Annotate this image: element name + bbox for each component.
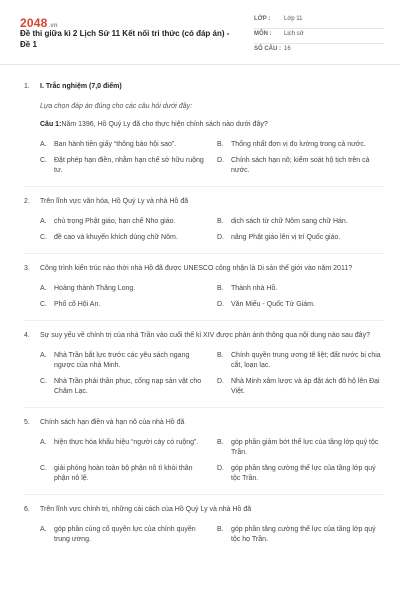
question-5 xyxy=(24,418,384,484)
option-letter: D. xyxy=(217,157,224,164)
option-c[interactable] xyxy=(40,156,207,176)
options xyxy=(40,140,384,176)
option-text: Nhà Trần bắt lực trước các yêu sách ngang ngược của nhà Minh. xyxy=(54,352,190,369)
question-prefix: Câu 1: xyxy=(40,121,62,128)
option-b[interactable] xyxy=(217,140,384,150)
question-1 xyxy=(24,82,384,176)
option-letter: A. xyxy=(40,141,47,148)
section-instruction: Lựa chọn đáp án đúng cho các câu hỏi dưới đây: xyxy=(40,103,193,110)
option-text: góp phần tăng cường thế lực của tầng lớp quý tộc họ Trần. xyxy=(231,526,376,543)
option-letter: A. xyxy=(40,218,47,225)
question-3 xyxy=(24,264,384,310)
option-d[interactable] xyxy=(217,156,384,176)
option-text: đề cao và khuyến khích dùng chữ Nôm. xyxy=(54,234,178,241)
option-b[interactable] xyxy=(217,351,384,371)
header xyxy=(0,0,400,65)
option-letter: B. xyxy=(217,439,224,446)
option-text: giải phóng hoàn toàn bộ phận nô tì khỏi thân phận nô lệ. xyxy=(54,465,193,482)
option-letter: B. xyxy=(217,285,224,292)
option-letter: D. xyxy=(217,378,224,385)
option-c[interactable] xyxy=(40,377,207,397)
option-text: Nhà Trần phải thần phục, cống nạp sản vật cho Chăm Lạc. xyxy=(54,378,202,395)
divider xyxy=(24,407,384,408)
option-letter: B. xyxy=(217,141,224,148)
option-letter: B. xyxy=(217,526,224,533)
option-letter: A. xyxy=(40,352,47,359)
option-c[interactable] xyxy=(40,300,207,310)
option-text: góp phần giảm bớt thế lực của tầng lớp quý tộc Trần. xyxy=(231,439,379,456)
option-letter: A. xyxy=(40,439,47,446)
option-b[interactable] xyxy=(217,525,384,545)
option-a[interactable] xyxy=(40,351,207,371)
document-title: Đề thi giữa kì 2 Lịch Sử 11 Kết nối tri thức (có đáp án) - Đề 1 xyxy=(20,29,230,49)
question-stem: Công trình kiến trúc nào thời nhà Hồ đã được UNESCO công nhận là Di sản thế giới vào năm 2011? xyxy=(40,265,353,272)
option-a[interactable] xyxy=(40,140,207,150)
question-list xyxy=(24,82,384,555)
option-letter: D. xyxy=(217,301,224,308)
question-stem: Chính sách hạn điền và hạn nô của nhà Hồ đã xyxy=(40,419,185,426)
option-text: Phố cổ Hội An. xyxy=(54,301,101,308)
option-d[interactable] xyxy=(217,377,384,397)
option-b[interactable] xyxy=(217,284,384,294)
option-text: Thành nhà Hồ. xyxy=(231,285,278,292)
meta-row-count xyxy=(254,44,384,58)
question-number: 4. xyxy=(24,332,30,339)
logo-domain: .vn xyxy=(48,23,58,29)
meta-label: LỚP : xyxy=(254,16,271,22)
meta-label: MÔN : xyxy=(254,31,272,37)
section-title: I. Trắc nghiệm (7,0 điểm) xyxy=(40,83,122,90)
option-b[interactable] xyxy=(217,438,384,458)
option-c[interactable] xyxy=(40,233,207,243)
option-letter: B. xyxy=(217,352,224,359)
options xyxy=(40,217,384,243)
option-letter: A. xyxy=(40,285,47,292)
option-letter: D. xyxy=(217,234,224,241)
question-4 xyxy=(24,331,384,397)
meta-panel xyxy=(254,14,384,58)
option-text: nâng Phật giáo lên vị trí Quốc giáo. xyxy=(231,234,341,241)
meta-value: Lớp 11 xyxy=(284,16,303,22)
option-text: hiện thực hóa khẩu hiệu “người cày có ruộng”. xyxy=(54,439,199,446)
question-number: 6. xyxy=(24,506,30,513)
meta-value: 16 xyxy=(284,46,291,52)
option-letter: B. xyxy=(217,218,224,225)
question-number: 2. xyxy=(24,198,30,205)
option-text: Chính quyền trung ương tê liệt; đất nước bị chia cắt, loạn lạc. xyxy=(231,352,381,369)
question-stem xyxy=(40,120,384,130)
option-a[interactable] xyxy=(40,438,207,458)
option-text: Ban hành tiền giấy “thông bảo hội sao”. xyxy=(54,141,177,148)
divider xyxy=(24,253,384,254)
options xyxy=(40,438,384,484)
option-letter: C. xyxy=(40,234,47,241)
option-letter: D. xyxy=(217,465,224,472)
option-text: Văn Miếu - Quốc Tử Giám. xyxy=(231,301,315,308)
option-text: Thống nhất đơn vị đo lường trong cả nước. xyxy=(231,141,366,148)
meta-value: Lịch sử xyxy=(284,31,304,37)
divider xyxy=(24,186,384,187)
meta-label: SỐ CÂU : xyxy=(254,46,281,52)
option-letter: C. xyxy=(40,301,47,308)
meta-row-class xyxy=(254,14,384,29)
option-text: Đặt phép hạn điền, nhằm hạn chế sở hữu ruộng tư. xyxy=(54,157,204,174)
question-6 xyxy=(24,505,384,545)
option-c[interactable] xyxy=(40,464,207,484)
option-text: Nhà Minh xâm lược và áp đặt ách đô hộ lên Đại Việt. xyxy=(231,378,380,395)
option-letter: C. xyxy=(40,378,47,385)
question-stem: Trên lĩnh vực chính trị, những cải cách của Hồ Quý Ly và nhà Hồ đã xyxy=(40,506,252,513)
question-2 xyxy=(24,197,384,243)
option-d[interactable] xyxy=(217,464,384,484)
option-b[interactable] xyxy=(217,217,384,227)
question-stem: Trên lĩnh vực văn hóa, Hồ Quý Ly và nhà Hồ đã xyxy=(40,198,189,205)
question-stem: Sự suy yếu về chính trị của nhà Trần vào cuối thế kỉ XIV được phản ánh thông qua nội dung nào sau đây? xyxy=(40,332,370,339)
option-text: Hoàng thành Thăng Long. xyxy=(54,285,136,292)
question-number: 1. xyxy=(24,83,30,90)
meta-row-subject xyxy=(254,29,384,44)
question-number: 3. xyxy=(24,265,30,272)
option-d[interactable] xyxy=(217,233,384,243)
option-letter: C. xyxy=(40,157,47,164)
option-a[interactable] xyxy=(40,525,207,545)
option-a[interactable] xyxy=(40,284,207,294)
option-text: góp phần củng cố quyền lực của chính quyền trung ương. xyxy=(54,526,196,543)
divider xyxy=(24,494,384,495)
logo-text: 2048 xyxy=(20,16,48,30)
option-text: chủ trọng Phật giáo, hạn chế Nho giáo. xyxy=(54,218,176,225)
divider xyxy=(24,320,384,321)
option-letter: A. xyxy=(40,526,47,533)
question-text: Năm 1396, Hồ Quý Ly đã cho thực hiện chính sách nào dưới đây? xyxy=(61,121,268,128)
option-text: góp phần tăng cường thế lực của tầng lớp quý tộc Trần. xyxy=(231,465,376,482)
option-text: Chính sách hạn nô; kiểm soát hộ tịch trên cả nước. xyxy=(231,157,370,174)
question-number: 5. xyxy=(24,419,30,426)
option-a[interactable] xyxy=(40,217,207,227)
options xyxy=(40,284,384,310)
options xyxy=(40,351,384,397)
option-text: dịch sách từ chữ Nôm sang chữ Hán. xyxy=(231,218,348,225)
options xyxy=(40,525,384,545)
option-letter: C. xyxy=(40,465,47,472)
option-d[interactable] xyxy=(217,300,384,310)
